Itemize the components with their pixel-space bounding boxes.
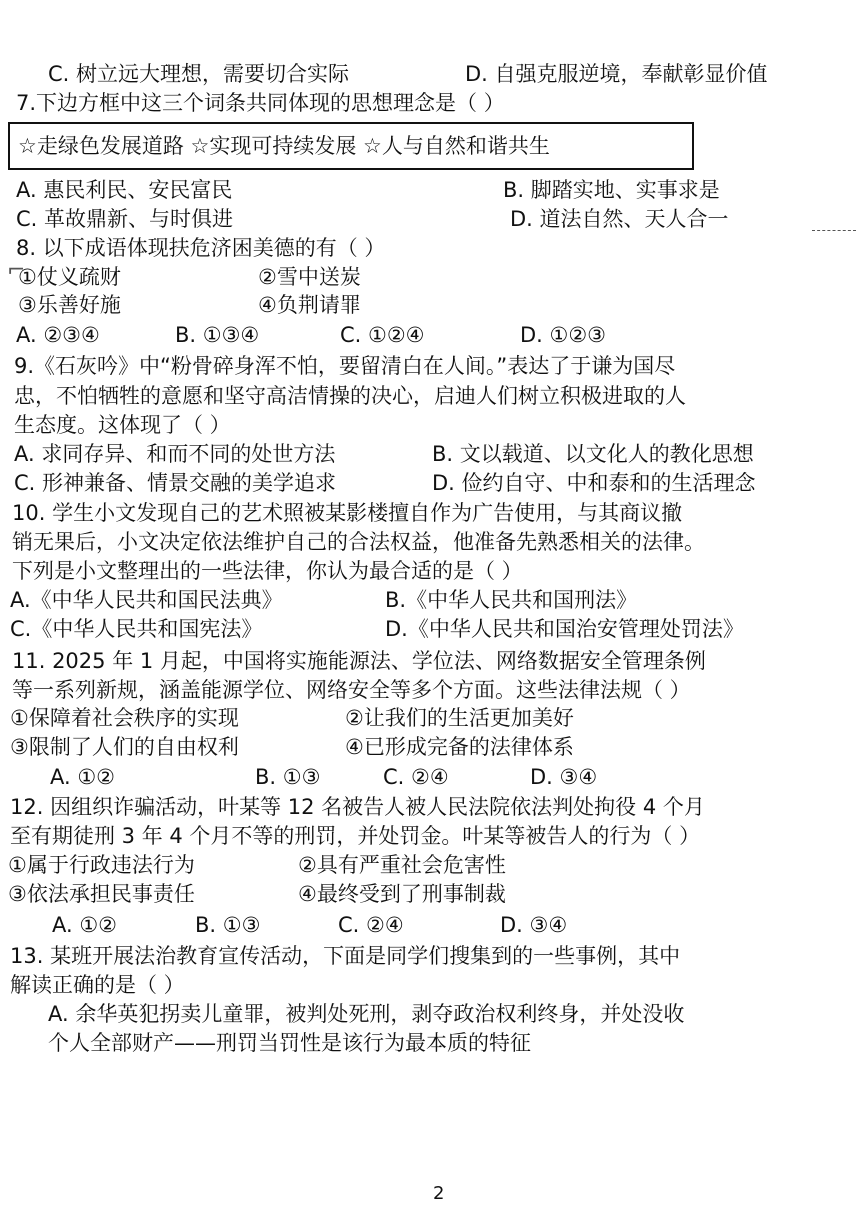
q12-option-d: D. ③④ xyxy=(500,913,568,937)
q8-item-1: ①仗义疏财 xyxy=(18,265,121,289)
q11-stem-line1: 11. 2025 年 1 月起，中国将实施能源法、学位法、网络数据安全管理条例 xyxy=(12,649,706,673)
stray-dash-mark xyxy=(812,230,856,231)
q13-stem-line2: 解读正确的是（ ） xyxy=(10,973,185,997)
q6-option-c: C. 树立远大理想，需要切合实际 xyxy=(48,62,350,86)
q12-item-2: ②具有严重社会危害性 xyxy=(298,853,506,877)
q13-option-a-line1: A. 余华英犯拐卖儿童罪，被判处死刑，剥夺政治权利终身，并处没收 xyxy=(48,1002,685,1026)
q8-option-b: B. ①③④ xyxy=(175,323,260,347)
q8-option-c: C. ①②④ xyxy=(340,323,425,347)
q10-stem-line2: 销无果后，小文决定依法维护自己的合法权益，他准备先熟悉相关的法律。 xyxy=(12,530,705,554)
q12-item-3: ③依法承担民事责任 xyxy=(8,882,195,906)
q11-option-b: B. ①③ xyxy=(255,765,321,789)
q12-option-c: C. ②④ xyxy=(338,913,404,937)
q10-option-a: A.《中华人民共和国民法典》 xyxy=(10,588,283,612)
q12-option-b: B. ①③ xyxy=(195,913,261,937)
q12-item-1: ①属于行政违法行为 xyxy=(8,853,195,877)
q7-keywords: ☆走绿色发展道路 ☆实现可持续发展 ☆人与自然和谐共生 xyxy=(18,134,550,158)
q11-stem-line2: 等一系列新规，涵盖能源学位、网络安全等多个方面。这些法律法规（ ） xyxy=(12,678,691,702)
q11-option-c: C. ②④ xyxy=(383,765,449,789)
q9-option-b: B. 文以载道、以文化人的教化思想 xyxy=(432,442,754,466)
q8-option-a: A. ②③④ xyxy=(16,323,100,347)
q12-item-4: ④最终受到了刑事制裁 xyxy=(298,882,506,906)
q8-item-3: ③乐善好施 xyxy=(18,293,121,317)
q11-item-4: ④已形成完备的法律体系 xyxy=(345,735,574,759)
q11-item-2: ②让我们的生活更加美好 xyxy=(345,706,574,730)
q13-stem-line1: 13. 某班开展法治教育宣传活动，下面是同学们搜集到的一些事例，其中 xyxy=(10,944,681,968)
q9-stem-line1: 9.《石灰吟》中“粉骨碎身浑不怕，要留清白在人间。”表达了于谦为国尽 xyxy=(14,354,676,378)
q7-option-a: A. 惠民利民、安民富民 xyxy=(16,178,233,202)
q9-stem-line2: 忠，不怕牺牲的意愿和坚守高洁情操的决心，启迪人们树立积极进取的人 xyxy=(14,384,686,408)
page-number: 2 xyxy=(433,1183,445,1204)
q8-item-2: ②雪中送炭 xyxy=(258,265,361,289)
q12-stem-line2: 至有期徒刑 3 年 4 个月不等的刑罚，并处罚金。叶某等被告人的行为（ ） xyxy=(10,824,701,848)
q7-option-c: C. 革故鼎新、与时俱进 xyxy=(16,207,234,231)
q7-option-d: D. 道法自然、天人合一 xyxy=(510,207,729,231)
q9-stem-line3: 生态度。这体现了（ ） xyxy=(14,413,231,437)
q11-item-3: ③限制了人们的自由权利 xyxy=(10,735,239,759)
q11-option-d: D. ③④ xyxy=(530,765,598,789)
q7-option-b: B. 脚踏实地、实事求是 xyxy=(503,178,720,202)
q9-option-a: A. 求同存异、和而不同的处世方法 xyxy=(14,442,336,466)
q12-stem-line1: 12. 因组织诈骗活动，叶某等 12 名被告人被人民法院依法判处拘役 4 个月 xyxy=(10,795,705,819)
q10-option-d: D.《中华人民共和国治安管理处罚法》 xyxy=(385,617,744,641)
q11-option-a: A. ①② xyxy=(50,765,115,789)
q8-stem: 8. 以下成语体现扶危济困美德的有（ ） xyxy=(16,236,386,260)
q10-option-c: C.《中华人民共和国宪法》 xyxy=(10,617,263,641)
q8-item-4: ④负荆请罪 xyxy=(258,293,361,317)
q10-stem-line1: 10. 学生小文发现自己的艺术照被某影楼擅自作为广告使用，与其商议撤 xyxy=(12,501,683,525)
q10-option-b: B.《中华人民共和国刑法》 xyxy=(385,588,638,612)
q10-stem-line3: 下列是小文整理出的一些法律，你认为最合适的是（ ） xyxy=(12,559,523,583)
q9-option-d: D. 俭约自守、中和泰和的生活理念 xyxy=(432,471,756,495)
q6-option-d: D. 自强克服逆境，奉献彰显价值 xyxy=(465,62,768,86)
q12-option-a: A. ①② xyxy=(52,913,117,937)
q8-option-d: D. ①②③ xyxy=(520,323,606,347)
q13-option-a-line2: 个人全部财产——刑罚当罚性是该行为最本质的特征 xyxy=(48,1031,531,1055)
pen-tick-mark: ⌐ xyxy=(7,258,26,283)
q9-option-c: C. 形神兼备、情景交融的美学追求 xyxy=(14,471,337,495)
q7-keyword-box xyxy=(8,122,694,170)
q11-item-1: ①保障着社会秩序的实现 xyxy=(10,706,239,730)
q7-stem: 7.下边方框中这三个词条共同体现的思想理念是（ ） xyxy=(16,91,505,115)
